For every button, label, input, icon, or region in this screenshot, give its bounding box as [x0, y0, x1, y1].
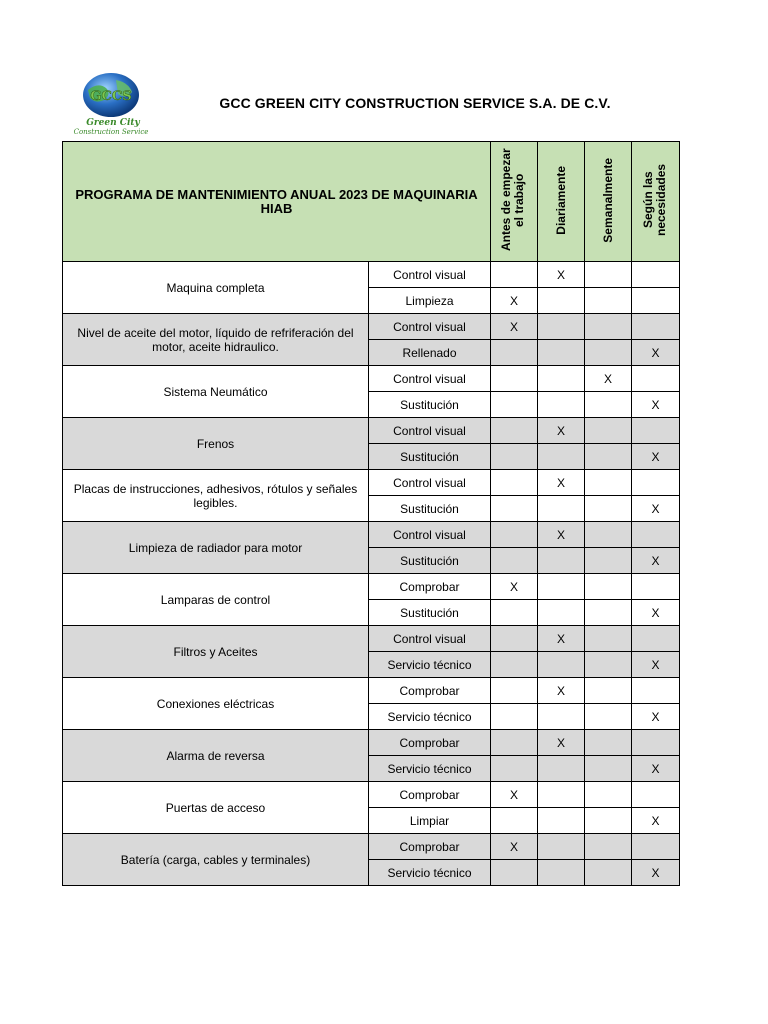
- frequency-cell: [538, 782, 585, 808]
- frequency-cell: X: [585, 366, 632, 392]
- frequency-cell: [491, 418, 538, 444]
- frequency-cell: [632, 834, 680, 860]
- maintenance-item: Conexiones eléctricas: [63, 678, 369, 730]
- maintenance-action: Servicio técnico: [369, 652, 491, 678]
- frequency-cell: X: [632, 600, 680, 626]
- frequency-cell: X: [491, 834, 538, 860]
- maintenance-action: Control visual: [369, 626, 491, 652]
- frequency-cell: X: [538, 730, 585, 756]
- maintenance-action: Control visual: [369, 262, 491, 288]
- frequency-cell: [585, 756, 632, 782]
- maintenance-action: Comprobar: [369, 834, 491, 860]
- frequency-cell: [632, 470, 680, 496]
- table-row: [63, 678, 680, 704]
- frequency-cell: [538, 600, 585, 626]
- logo-subtitle-1: Green City: [86, 118, 140, 128]
- frequency-cell: X: [538, 470, 585, 496]
- frequency-cell: [632, 418, 680, 444]
- table-row: [63, 834, 680, 860]
- frequency-cell: [538, 834, 585, 860]
- frequency-cell: X: [632, 756, 680, 782]
- frequency-cell: [491, 756, 538, 782]
- frequency-cell: [585, 288, 632, 314]
- frequency-cell: [538, 860, 585, 886]
- frequency-cell: [585, 496, 632, 522]
- frequency-cell: X: [538, 678, 585, 704]
- column-header-label: Antes de empezar el trabajo: [499, 148, 526, 252]
- frequency-cell: [585, 860, 632, 886]
- table-row: [63, 470, 680, 496]
- frequency-cell: X: [632, 444, 680, 470]
- frequency-cell: [632, 366, 680, 392]
- frequency-cell: X: [632, 340, 680, 366]
- logo-subtitle-2: Construction Service: [73, 128, 149, 136]
- column-header-weekly: [585, 142, 632, 262]
- maintenance-item: Puertas de acceso: [63, 782, 369, 834]
- frequency-cell: [538, 574, 585, 600]
- frequency-cell: X: [491, 288, 538, 314]
- frequency-cell: [538, 314, 585, 340]
- maintenance-action: Sustitución: [369, 444, 491, 470]
- frequency-cell: X: [538, 626, 585, 652]
- frequency-cell: X: [632, 392, 680, 418]
- maintenance-action: Rellenado: [369, 340, 491, 366]
- frequency-cell: [585, 678, 632, 704]
- maintenance-item: Filtros y Aceites: [63, 626, 369, 678]
- frequency-cell: [491, 262, 538, 288]
- maintenance-table: [62, 141, 680, 886]
- table-row: [63, 730, 680, 756]
- frequency-cell: X: [632, 808, 680, 834]
- company-name: GCC GREEN CITY CONSTRUCTION SERVICE S.A. DE C.V.: [219, 95, 611, 111]
- table-row: [63, 418, 680, 444]
- maintenance-item: Maquina completa: [63, 262, 369, 314]
- frequency-cell: [585, 522, 632, 548]
- table-row: [63, 314, 680, 340]
- column-header-as-needed: [632, 142, 680, 262]
- frequency-cell: [585, 834, 632, 860]
- maintenance-action: Control visual: [369, 470, 491, 496]
- table-row: [63, 262, 680, 288]
- frequency-cell: [538, 756, 585, 782]
- frequency-cell: [538, 392, 585, 418]
- maintenance-action: Control visual: [369, 314, 491, 340]
- frequency-cell: [491, 860, 538, 886]
- frequency-cell: [491, 704, 538, 730]
- maintenance-action: Limpiar: [369, 808, 491, 834]
- frequency-cell: [538, 444, 585, 470]
- frequency-cell: [538, 548, 585, 574]
- frequency-cell: [491, 496, 538, 522]
- frequency-cell: [491, 470, 538, 496]
- frequency-cell: X: [632, 548, 680, 574]
- frequency-cell: [585, 652, 632, 678]
- frequency-cell: X: [538, 418, 585, 444]
- maintenance-item: Alarma de reversa: [63, 730, 369, 782]
- maintenance-action: Control visual: [369, 418, 491, 444]
- frequency-cell: [491, 522, 538, 548]
- table-row: [63, 574, 680, 600]
- frequency-cell: [491, 392, 538, 418]
- maintenance-action: Servicio técnico: [369, 756, 491, 782]
- maintenance-action: Control visual: [369, 522, 491, 548]
- column-header-label: Según las necesidades: [640, 163, 668, 237]
- frequency-cell: [632, 522, 680, 548]
- frequency-cell: [538, 704, 585, 730]
- maintenance-action: Comprobar: [369, 678, 491, 704]
- table-row: [63, 626, 680, 652]
- frequency-cell: [585, 600, 632, 626]
- maintenance-action: Comprobar: [369, 574, 491, 600]
- maintenance-action: Sustitución: [369, 600, 491, 626]
- company-logo: [66, 70, 162, 138]
- frequency-cell: [538, 288, 585, 314]
- column-header-label: Diariamente: [553, 165, 568, 235]
- frequency-cell: [491, 600, 538, 626]
- maintenance-action: Sustitución: [369, 548, 491, 574]
- frequency-cell: [632, 574, 680, 600]
- maintenance-item: Placas de instrucciones, adhesivos, rótulos y señales legibles.: [63, 470, 369, 522]
- frequency-cell: [632, 678, 680, 704]
- frequency-cell: [585, 782, 632, 808]
- frequency-cell: [491, 444, 538, 470]
- frequency-cell: [585, 626, 632, 652]
- maintenance-item: Limpieza de radiador para motor: [63, 522, 369, 574]
- frequency-cell: [585, 314, 632, 340]
- column-header-before-work: [491, 142, 538, 262]
- column-header-label: Semanalmente: [600, 157, 615, 243]
- frequency-cell: [585, 574, 632, 600]
- frequency-cell: [538, 808, 585, 834]
- frequency-cell: [632, 782, 680, 808]
- logo-text: GCCS: [90, 89, 132, 104]
- maintenance-action: Comprobar: [369, 782, 491, 808]
- maintenance-action: Servicio técnico: [369, 860, 491, 886]
- frequency-cell: [491, 730, 538, 756]
- frequency-cell: [585, 704, 632, 730]
- frequency-cell: [491, 340, 538, 366]
- frequency-cell: [585, 444, 632, 470]
- frequency-cell: [585, 470, 632, 496]
- frequency-cell: [538, 496, 585, 522]
- frequency-cell: [632, 626, 680, 652]
- maintenance-item: Nivel de aceite del motor, líquido de refriferación del motor, aceite hidraulico.: [63, 314, 369, 366]
- table-header-row: [63, 142, 680, 262]
- frequency-cell: X: [632, 652, 680, 678]
- maintenance-action: Sustitución: [369, 496, 491, 522]
- frequency-cell: [632, 730, 680, 756]
- table-title: PROGRAMA DE MANTENIMIENTO ANUAL 2023 DE MAQUINARIA HIAB: [63, 142, 491, 262]
- maintenance-action: Comprobar: [369, 730, 491, 756]
- table-row: [63, 522, 680, 548]
- maintenance-action: Control visual: [369, 366, 491, 392]
- frequency-cell: X: [632, 704, 680, 730]
- table-row: [63, 366, 680, 392]
- frequency-cell: [538, 652, 585, 678]
- frequency-cell: [585, 418, 632, 444]
- maintenance-action: Sustitución: [369, 392, 491, 418]
- frequency-cell: X: [538, 522, 585, 548]
- frequency-cell: [491, 808, 538, 834]
- table-row: [63, 782, 680, 808]
- frequency-cell: [585, 262, 632, 288]
- frequency-cell: [491, 548, 538, 574]
- maintenance-item: Sistema Neumático: [63, 366, 369, 418]
- maintenance-item: Lamparas de control: [63, 574, 369, 626]
- frequency-cell: X: [632, 496, 680, 522]
- frequency-cell: [585, 730, 632, 756]
- frequency-cell: X: [632, 860, 680, 886]
- column-header-daily: [538, 142, 585, 262]
- frequency-cell: [632, 262, 680, 288]
- maintenance-item: Frenos: [63, 418, 369, 470]
- frequency-cell: [632, 288, 680, 314]
- frequency-cell: [491, 678, 538, 704]
- frequency-cell: [491, 626, 538, 652]
- frequency-cell: [538, 340, 585, 366]
- frequency-cell: X: [491, 314, 538, 340]
- maintenance-item: Batería (carga, cables y terminales): [63, 834, 369, 886]
- maintenance-action: Limpieza: [369, 288, 491, 314]
- frequency-cell: [632, 314, 680, 340]
- maintenance-action: Servicio técnico: [369, 704, 491, 730]
- frequency-cell: [585, 392, 632, 418]
- frequency-cell: [585, 340, 632, 366]
- frequency-cell: [538, 366, 585, 392]
- frequency-cell: [491, 652, 538, 678]
- frequency-cell: X: [538, 262, 585, 288]
- frequency-cell: X: [491, 574, 538, 600]
- frequency-cell: X: [491, 782, 538, 808]
- frequency-cell: [585, 548, 632, 574]
- frequency-cell: [585, 808, 632, 834]
- frequency-cell: [491, 366, 538, 392]
